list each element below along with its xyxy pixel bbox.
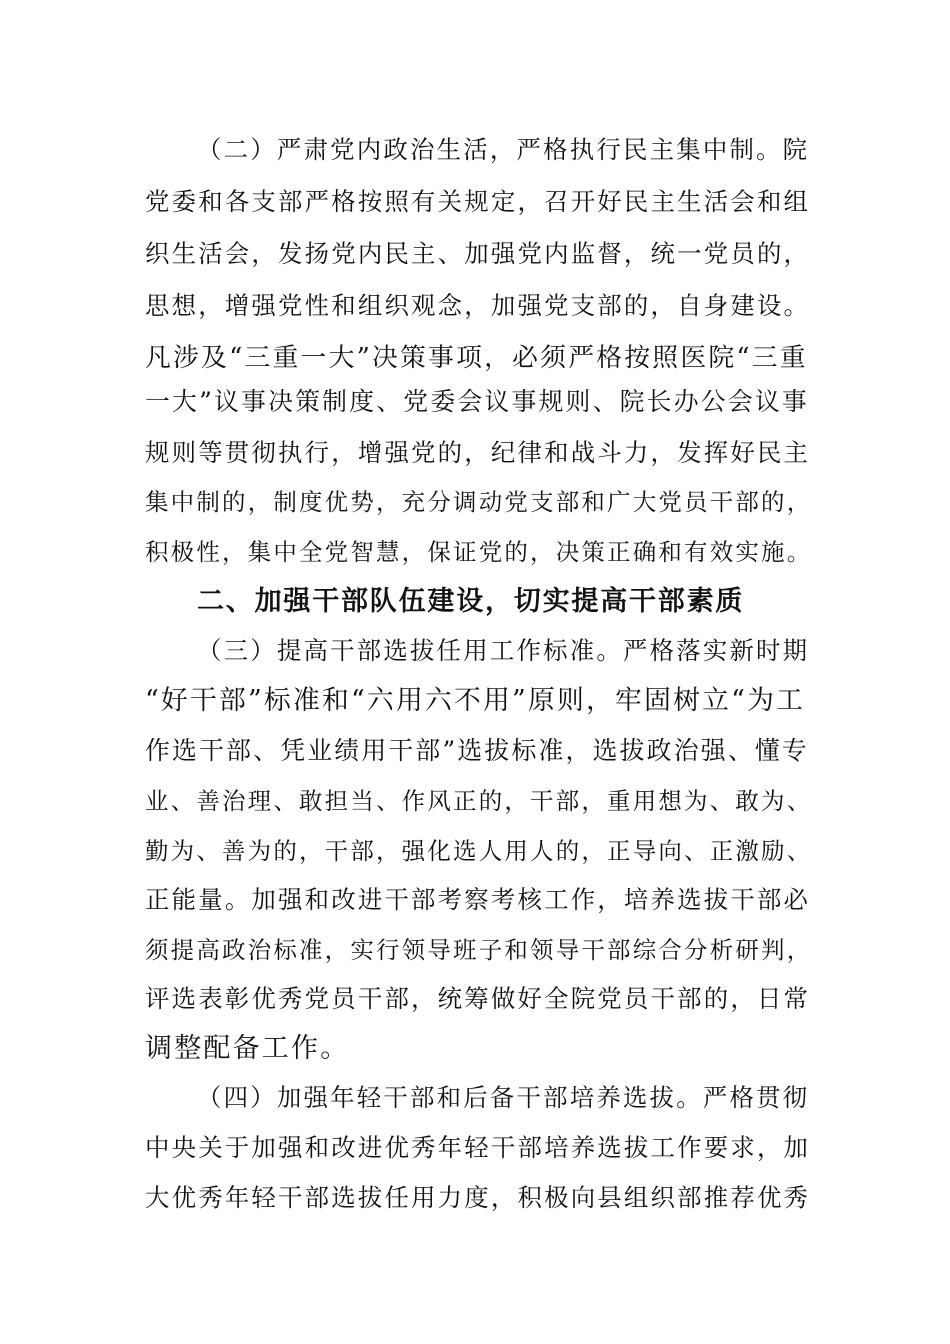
paragraph-3-line-7: 须提高政治标准，实行领导班子和领导干部综合分析研判， — [145, 936, 813, 964]
paragraph-2-line-8: 集中制的，制度优势，充分调动党支部和广大党员干部的， — [145, 488, 813, 516]
paragraph-3-line-5: 勤为、善为的，干部，强化选人用人的，正导向、正激励、 — [145, 837, 813, 865]
paragraph-2-line-1: （二）严肃党内政治生活，严格执行民主集中制。院 — [197, 135, 810, 164]
paragraph-3-line-2: “好干部”标准和“六用六不用”原则，牢固树立“为工 — [145, 685, 806, 716]
paragraph-2-line-9: 积极性，集中全党智慧，保证党的，决策正确和有效实施。 — [145, 538, 813, 566]
paragraph-2-line-5: 凡涉及“三重一大”决策事项，必须严格按照医院“三重 — [145, 343, 808, 373]
paragraph-2-line-4: 思想，增强党性和组织观念，加强党支部的，自身建设。 — [145, 291, 811, 320]
paragraph-3-line-6: 正能量。加强和改进干部考察考核工作，培养选拔干部必 — [145, 885, 811, 914]
paragraph-3-line-8: 评选表彰优秀党员干部，统筹做好全院党员干部的，日常 — [145, 984, 811, 1013]
paragraph-2-line-6: 一大”议事决策制度、党委会议事规则、院长办公会议事 — [145, 387, 809, 416]
paragraph-2-line-7: 规则等贯彻执行，增强党的，纪律和战斗力，发挥好民主 — [145, 438, 811, 467]
paragraph-3-line-4: 业、善治理、敢担当、作风正的，干部，重用想为、敢为、 — [145, 787, 813, 815]
paragraph-2-line-3: 织生活会，发扬党内民主、加强党内监督，统一党员的， — [145, 239, 811, 268]
paragraph-2-line-2: 党委和各支部严格按照有关规定，召开好民主生活会和组 — [145, 187, 811, 216]
paragraph-4-line-3: 大优秀年轻干部选拔任用力度，积极向县组织部推荐优秀 — [145, 1183, 811, 1212]
paragraph-3-line-1: （三）提高干部选拔任用工作标准。严格落实新时期 — [197, 636, 810, 665]
paragraph-3-line-3: 作选干部、凭业绩用干部”选拔标准，选拔政治强、懂专 — [145, 736, 809, 765]
paragraph-4-line-2: 中央关于加强和改进优秀年轻干部培养选拔工作要求，加 — [145, 1133, 811, 1162]
paragraph-4-line-1: （四）加强年轻干部和后备干部培养选拔。严格贯彻 — [197, 1083, 810, 1112]
paragraph-3-line-9: 调整配备工作。 — [145, 1033, 350, 1064]
section-heading: 二、加强干部队伍建设，切实提高干部素质 — [197, 586, 745, 617]
